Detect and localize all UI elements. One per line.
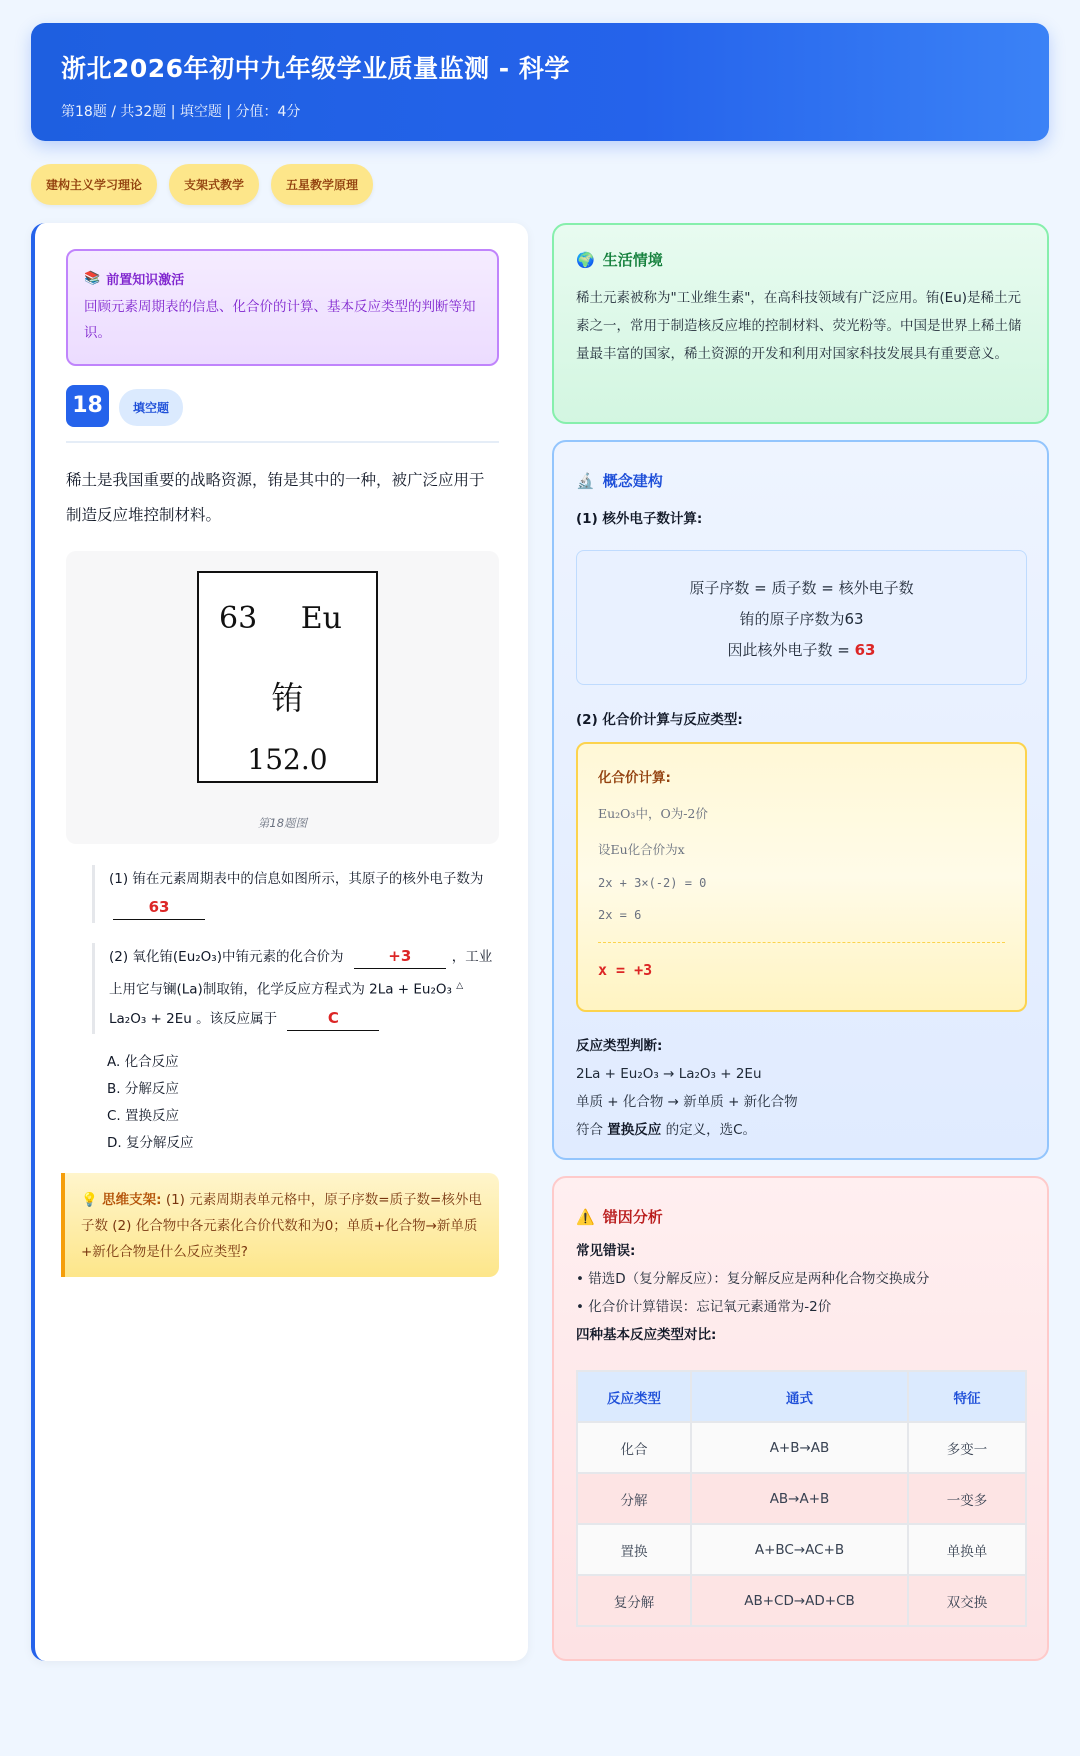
formula-line-2: 铕的原子序数为63: [739, 610, 864, 628]
globe-icon: 🌍: [576, 250, 595, 269]
cell-feature: 多变一: [909, 1423, 1025, 1472]
judge-title: 反应类型判断:: [576, 1038, 663, 1054]
error-list: [576, 1237, 1025, 1349]
concept-title: 概念建构: [602, 472, 663, 490]
life-title: 生活情境: [602, 251, 663, 269]
prior-knowledge-box: [66, 249, 499, 366]
sub-question-1: [92, 865, 502, 923]
lightbulb-icon: 💡: [81, 1192, 98, 1208]
option-d: D. 复分解反应: [107, 1135, 194, 1151]
dashed-divider: [598, 942, 1005, 943]
tag-constructivism: 建构主义学习理论: [31, 164, 157, 205]
theory-tags: [31, 164, 373, 205]
valence-line-4: 2x = 6: [598, 908, 642, 922]
question-panel: [31, 223, 528, 1661]
valence-box: [576, 742, 1027, 1012]
cell-formula: AB+CD→AD+CB: [692, 1576, 907, 1625]
reaction-judgement: [576, 1032, 798, 1144]
question-number: 18: [66, 385, 109, 427]
option-c: C. 置换反应: [107, 1108, 180, 1124]
common-errors-title: 常见错误:: [576, 1243, 636, 1259]
cell-type: 复分解: [578, 1576, 690, 1625]
page-title: 浙北2026年初中九年级学业质量监测 - 科学: [61, 54, 570, 83]
answer-blank-2: +3: [354, 944, 446, 969]
cell-type: 置换: [578, 1525, 690, 1574]
answer-blank-1: 63: [113, 895, 205, 920]
table-row: [578, 1474, 1025, 1523]
judge-pattern: 单质 + 化合物 → 新单质 + 新化合物: [576, 1094, 798, 1110]
judge-keyword: 置换反应: [607, 1122, 662, 1138]
answer-blank-3: C: [287, 1006, 379, 1031]
reaction-types-table: [576, 1370, 1027, 1627]
atomic-mass: 152.0: [247, 743, 328, 776]
options-list: [107, 1049, 193, 1157]
error-analysis-card: [552, 1176, 1049, 1661]
table-row: [578, 1576, 1025, 1625]
heat-condition: △: [456, 981, 464, 991]
valence-result: x = +3: [598, 961, 653, 979]
tag-scaffolding: 支架式教学: [169, 164, 259, 205]
page-header: [31, 23, 1049, 141]
compare-title: 四种基本反应类型对比:: [576, 1327, 717, 1343]
divider: [66, 441, 499, 443]
judge-text-c: 的定义，选C。: [661, 1122, 757, 1138]
option-a: A. 化合反应: [107, 1054, 179, 1070]
formula-line-3: 因此核外电子数 =: [727, 641, 855, 659]
cell-feature: 单换单: [909, 1525, 1025, 1574]
element-symbol: Eu: [300, 601, 342, 636]
cell-type: 化合: [578, 1423, 690, 1472]
section-valence: (2) 化合价计算与反应类型:: [576, 712, 743, 728]
sub-question-1-text: (1) 铕在元素周期表中的信息如图所示，其原子的核外电子数为: [109, 871, 484, 887]
cell-type: 分解: [578, 1474, 690, 1523]
col-header-feature: 特征: [909, 1372, 1025, 1421]
warning-icon: ⚠️: [576, 1207, 595, 1226]
thinking-scaffold: [61, 1173, 499, 1277]
periodic-element-cell: [197, 571, 378, 783]
cell-formula: AB→A+B: [692, 1474, 907, 1523]
question-type-badge: 填空题: [119, 389, 183, 426]
books-icon: 📚: [84, 271, 101, 286]
prior-text: 回顾元素周期表的信息、化合价的计算、基本反应类型的判断等知识。: [84, 299, 476, 341]
option-b: B. 分解反应: [107, 1081, 179, 1097]
sub-question-2-text-a: (2) 氧化铕(Eu₂O₃)中铕元素的化合价为: [109, 949, 344, 965]
cell-feature: 一变多: [909, 1474, 1025, 1523]
table-row: [578, 1525, 1025, 1574]
prior-title: 前置知识激活: [106, 273, 185, 288]
cell-formula: A+B→AB: [692, 1423, 907, 1472]
life-text: 稀土元素被称为"工业维生素"，在高科技领域有广泛应用。铕(Eu)是稀土元素之一，常用于制造核反应堆的控制材料、荧光粉等。中国是世界上稀土储量最丰富的国家，稀土资源的开发和利用对国家科技发展具有重要意义。: [576, 290, 1022, 362]
error-item-1: • 错选D（复分解反应）：复分解反应是两种化合物交换成分: [576, 1271, 930, 1287]
life-context-card: [552, 223, 1049, 424]
formula-result: 63: [854, 641, 876, 659]
figure-caption: 第18题图: [257, 816, 308, 830]
cell-feature: 双交换: [909, 1576, 1025, 1625]
question-stem: 稀土是我国重要的战略资源，铕是其中的一种，被广泛应用于制造反应堆控制材料。: [66, 471, 485, 524]
tag-five-star: 五星教学原理: [271, 164, 373, 205]
concept-card: [552, 440, 1049, 1160]
scaffold-text: (1) 元素周期表单元格中，原子序数=质子数=核外电子数 (2) 化合物中各元素化合价代数和为0；单质+化合物→新单质+新化合物是什么反应类型?: [81, 1192, 482, 1260]
atomic-number: 63: [219, 601, 258, 636]
table-row: [578, 1423, 1025, 1472]
error-title: 错因分析: [602, 1208, 663, 1226]
cell-formula: A+BC→AC+B: [692, 1525, 907, 1574]
judge-text-a: 符合: [576, 1122, 608, 1138]
col-header-formula: 通式: [692, 1372, 907, 1421]
judge-equation: 2La + Eu₂O₃ → La₂O₃ + 2Eu: [576, 1066, 762, 1082]
valence-line-2: 设Eu化合价为x: [598, 842, 685, 857]
error-item-2: • 化合价计算错误：忘记氧元素通常为-2价: [576, 1299, 832, 1315]
valence-line-1: Eu₂O₃中，O为-2价: [598, 806, 708, 821]
formula-box: [576, 550, 1027, 685]
microscope-icon: 🔬: [576, 471, 595, 490]
sub-question-2-text-b: ，工业上用它与镧(La)制取铕，化学反应方程式为 2La + Eu₂O₃: [109, 949, 493, 998]
element-name: 铕: [271, 679, 304, 717]
col-header-type: 反应类型: [578, 1372, 690, 1421]
formula-line-1: 原子序数 = 质子数 = 核外电子数: [689, 579, 914, 597]
figure-container: [66, 551, 499, 844]
section-electron-count: (1) 核外电子数计算:: [576, 511, 703, 527]
question-meta: 第18题 / 共32题 | 填空题 | 分值：4分: [61, 104, 301, 120]
scaffold-label: 思维支架:: [102, 1192, 162, 1208]
sub-question-2-text-c: La₂O₃ + 2Eu 。该反应属于: [109, 1010, 278, 1027]
valence-line-3: 2x + 3×(-2) = 0: [598, 876, 707, 890]
sub-question-2: [92, 943, 502, 1034]
valence-title: 化合价计算:: [598, 770, 671, 786]
